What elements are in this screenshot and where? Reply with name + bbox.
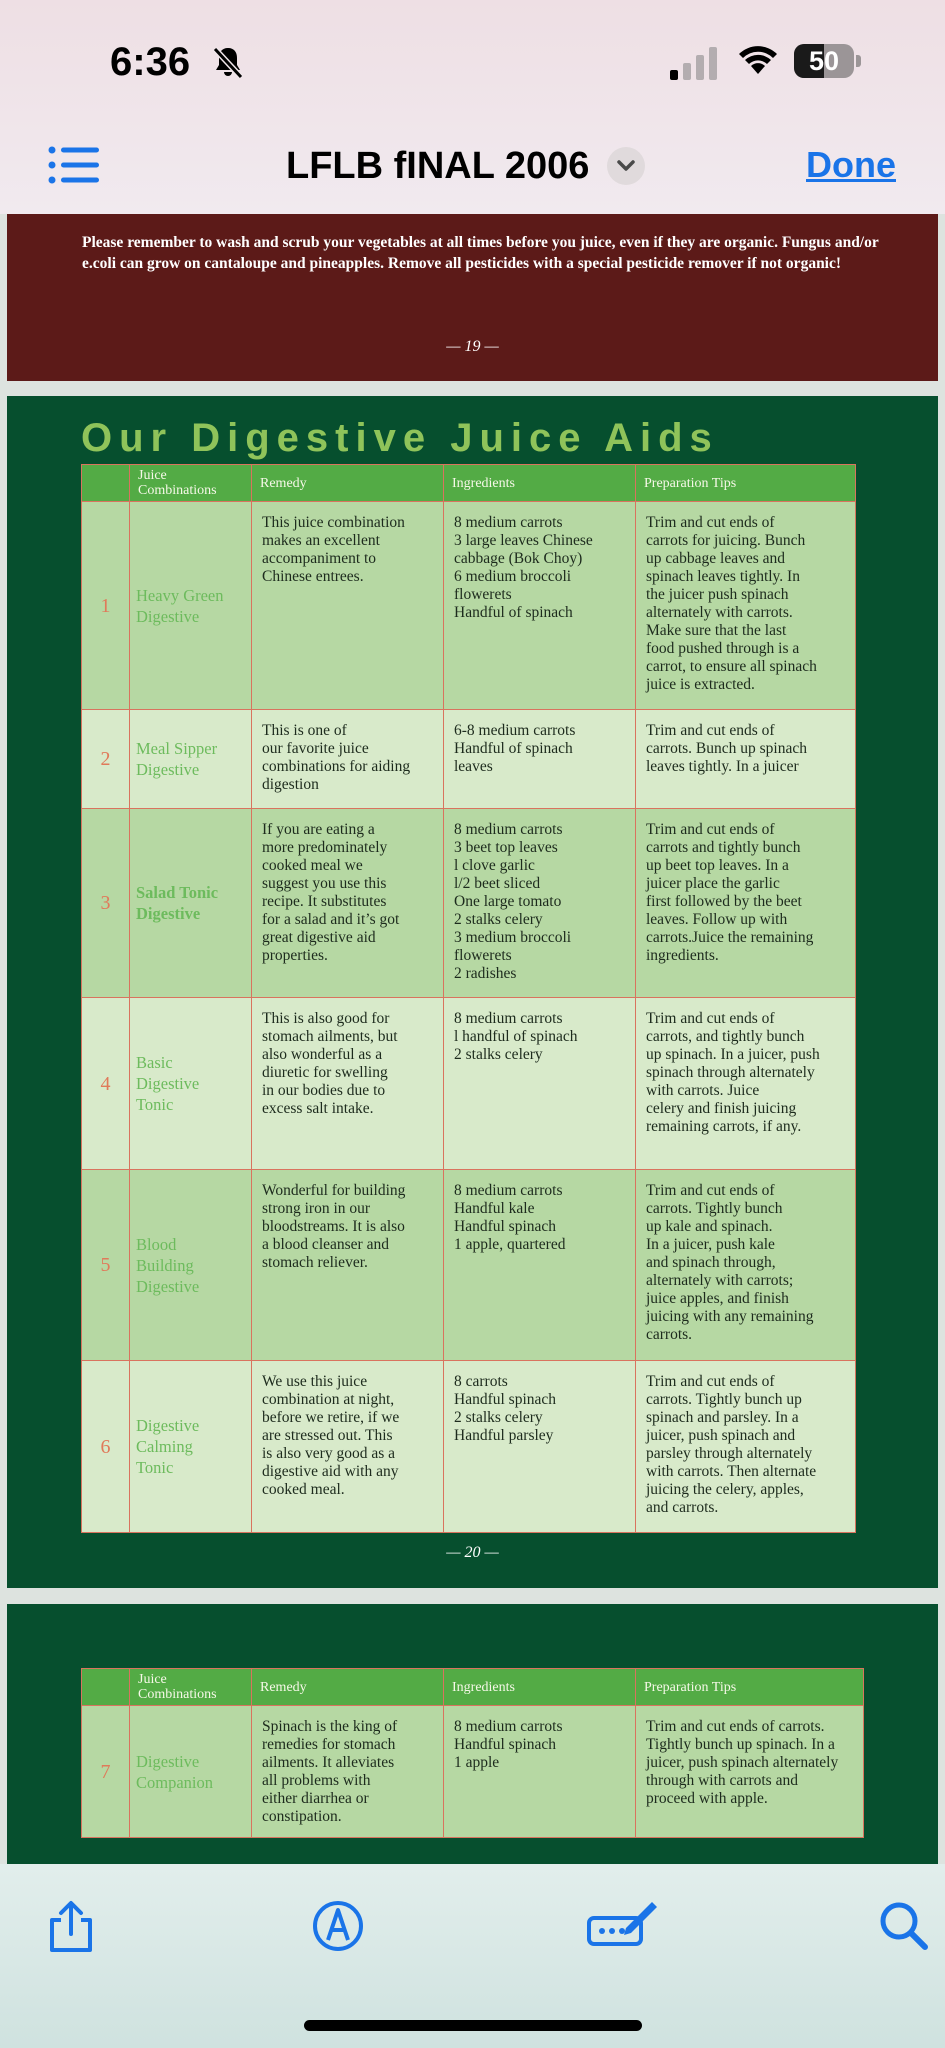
preparation-tips-text: Trim and cut ends of carrots. Tightly bunch up spinach. In a juicer, push spinach alternately through with carrots and proceed with apple. <box>636 1706 864 1838</box>
juice-table <box>81 464 856 1533</box>
table-row <box>82 809 856 998</box>
cellular-signal-icon <box>670 46 720 80</box>
header-combinations: Juice Combinations <box>130 1669 252 1706</box>
remedy-text: This is also good for stomach ailments, but also wonderful as a diuretic for swelling in our bodies due to excess salt intake. <box>252 998 444 1170</box>
table-row <box>82 1361 856 1533</box>
combination-name: Digestive Companion <box>130 1706 252 1838</box>
combination-name: Digestive Calming Tonic <box>130 1361 252 1533</box>
search-icon[interactable] <box>878 1900 930 1952</box>
document-viewer[interactable] <box>0 214 945 1864</box>
header-ingredients: Ingredients <box>444 465 636 502</box>
document-title: LFLB fINAL 2006 <box>286 144 590 187</box>
top-bar <box>0 0 945 214</box>
wifi-icon <box>736 42 780 78</box>
chevron-down-icon <box>607 147 645 185</box>
annotate-icon[interactable] <box>586 1898 660 1950</box>
row-number: 1 <box>82 502 130 710</box>
table-row <box>82 998 856 1170</box>
header-remedy: Remedy <box>252 465 444 502</box>
preparation-tips-text: Trim and cut ends of carrots. Bunch up spinach leaves tightly. In a juicer <box>636 710 856 809</box>
remedy-text: We use this juice combination at night, before we retire, if we are stressed out. This is also very good as a digestive aid with any cooked meal. <box>252 1361 444 1533</box>
preparation-tips-text: Trim and cut ends of carrots and tightly bunch up beet top leaves. In a juicer place the garlic first followed by the beet leaves. Follow up with carrots.Juice the remaining ingredients. <box>636 809 856 998</box>
share-icon[interactable] <box>46 1900 96 1954</box>
markup-icon[interactable] <box>312 1900 364 1952</box>
ingredients-text: 8 medium carrots Handful spinach 1 apple <box>444 1706 636 1838</box>
page-title: Our Digestive Juice Aids <box>81 416 719 460</box>
ingredients-text: 8 medium carrots l handful of spinach 2 stalks celery <box>444 998 636 1170</box>
preparation-tips-text: Trim and cut ends of carrots, and tightly bunch up spinach. In a juicer, push spinach through alternately with carrots. Juice celery and finish juicing remaining carrots, if any. <box>636 998 856 1170</box>
ingredients-text: 8 medium carrots 3 large leaves Chinese cabbage (Bok Choy) 6 medium broccoli flowerets Handful of spinach <box>444 502 636 710</box>
combination-name: Meal Sipper Digestive <box>130 710 252 809</box>
remedy-text: If you are eating a more predominately cooked meal we suggest you use this recipe. It substitutes for a salad and it’s got great digestive aid properties. <box>252 809 444 998</box>
remedy-text: This juice combination makes an excellent accompaniment to Chinese entrees. <box>252 502 444 710</box>
done-button[interactable]: Done <box>806 144 896 185</box>
wash-vegetables-note: Please remember to wash and scrub your vegetables at all times before you juice, even if they are organic. Fungus and/or e.coli can grow on cantaloupe and pineapples. Remove all pesticides with a special pesticide remover if not organic! <box>82 234 879 272</box>
header-number <box>82 1669 130 1706</box>
ingredients-text: 8 medium carrots Handful kale Handful spinach 1 apple, quartered <box>444 1170 636 1361</box>
battery-percent: 50 <box>808 46 840 76</box>
juice-table <box>81 1668 864 1838</box>
row-number: 3 <box>82 809 130 998</box>
header-ingredients: Ingredients <box>444 1669 636 1706</box>
header-tips: Preparation Tips <box>636 1669 864 1706</box>
table-row <box>82 710 856 809</box>
row-number: 5 <box>82 1170 130 1361</box>
outline-list-icon[interactable] <box>48 145 100 185</box>
table-row <box>82 502 856 710</box>
page-20 <box>7 396 938 1588</box>
combination-name: Heavy Green Digestive <box>130 502 252 710</box>
page-19 <box>7 214 938 381</box>
row-number: 2 <box>82 710 130 809</box>
ingredients-text: 8 carrots Handful spinach 2 stalks celery Handful parsley <box>444 1361 636 1533</box>
page-21 <box>7 1604 938 1864</box>
preparation-tips-text: Trim and cut ends of carrots. Tightly bunch up spinach and parsley. In a juicer, push spinach and parsley through alternately with carrots. Then alternate juicing the celery, apples, and carrots. <box>636 1361 856 1533</box>
page-number-19: — 19 — <box>446 338 499 355</box>
ingredients-text: 6-8 medium carrots Handful of spinach leaves <box>444 710 636 809</box>
remedy-text: This is one of our favorite juice combinations for aiding digestion <box>252 710 444 809</box>
ingredients-text: 8 medium carrots 3 beet top leaves l clove garlic l/2 beet sliced One large tomato 2 stalks celery 3 medium broccoli flowerets 2 radishes <box>444 809 636 998</box>
status-time: 6:36 <box>110 40 191 84</box>
table-row <box>82 1170 856 1361</box>
preparation-tips-text: Trim and cut ends of carrots for juicing. Bunch up cabbage leaves and spinach leaves tightly. In the juicer push spinach alternately with carrots. Make sure that the last food pushed through is a carrot, to ensure all spinach juice is extracted. <box>636 502 856 710</box>
bell-slash-icon <box>210 44 246 80</box>
header-number <box>82 465 130 502</box>
header-combinations: Juice Combinations <box>130 465 252 502</box>
row-number: 6 <box>82 1361 130 1533</box>
page-number-20: — 20 — <box>446 1544 499 1561</box>
preparation-tips-text: Trim and cut ends of carrots. Tightly bunch up kale and spinach. In a juicer, push kale and spinach through, alternately with carrots; juice apples, and finish juicing with any remaining carrots. <box>636 1170 856 1361</box>
header-tips: Preparation Tips <box>636 465 856 502</box>
remedy-text: Wonderful for building strong iron in our bloodstreams. It is also a blood cleanser and stomach reliever. <box>252 1170 444 1361</box>
header-remedy: Remedy <box>252 1669 444 1706</box>
remedy-text: Spinach is the king of remedies for stomach ailments. It alleviates all problems with either diarrhea or constipation. <box>252 1706 444 1838</box>
home-indicator[interactable] <box>304 2020 642 2031</box>
document-title-button[interactable] <box>286 142 645 190</box>
battery-indicator <box>794 44 862 80</box>
combination-name: Blood Building Digestive <box>130 1170 252 1361</box>
row-number: 4 <box>82 998 130 1170</box>
row-number: 7 <box>82 1706 130 1838</box>
table-row <box>82 1706 864 1838</box>
combination-name: Basic Digestive Tonic <box>130 998 252 1170</box>
combination-name: Salad Tonic Digestive <box>130 809 252 998</box>
